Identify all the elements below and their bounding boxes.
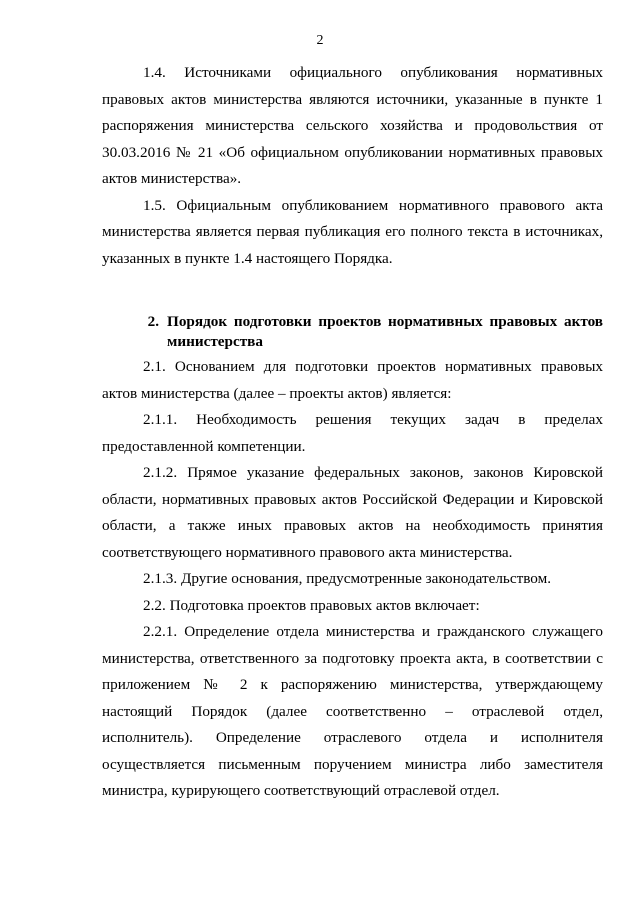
paragraph-2-1-1: 2.1.1. Необходимость решения текущих задач в пределах предоставленной компетенции. (102, 411, 603, 455)
paragraph-2-2-1: 2.2.1. Определение отдела министерства и гражданского служащего министерства, ответственного за подготовку проекта акта, в соответствии с приложением № 2 к распоряжению министерства, утверждающему настоящий Порядок (далее соответственно – отраслевой отдел, исполнитель). Определение отраслевого отдела и исполнителя осуществляется письменным поручением министра либо заместителя министра, курирующего соответствующий отраслевой отдел. (102, 623, 603, 799)
paragraph-1-4: 1.4. Источниками официального опубликования нормативных правовых актов министерства являются источники, указанные в пункте 1 распоряжения министерства сельского хозяйства и продовольствия от 30.03.2016 № 21 «Об официальном опубликовании нормативных правовых актов министерства». (102, 64, 603, 187)
paragraph-2-2: 2.2. Подготовка проектов правовых актов включает: (143, 596, 480, 614)
paragraph-2-1-2: 2.1.2. Прямое указание федеральных законов, законов Кировской области, нормативных правовых актов Российской Федерации и Кировской области, а также иных правовых актов на необходимость принятия соответствующего нормативного правового акта министерства. (102, 464, 603, 561)
section-gap (102, 272, 603, 286)
section-2-heading (102, 312, 603, 352)
page-number: 2 (316, 33, 324, 48)
section-2-title: Порядок подготовки проектов нормативных правовых актов министерства (167, 313, 603, 350)
section-2-number: 2. (147, 313, 159, 330)
paragraph-2-1-3: 2.1.3. Другие основания, предусмотренные законодательством. (143, 570, 552, 587)
paragraph-2-1: 2.1. Основанием для подготовки проектов нормативных правовых актов министерства (далее – проекты актов) является: (102, 358, 603, 402)
document-body (102, 60, 603, 805)
paragraph-1-5: 1.5. Официальным опубликованием нормативного правового акта министерства является первая публикация его полного текста в источниках, указанных в пункте 1.4 настоящего Порядка. (102, 196, 603, 267)
